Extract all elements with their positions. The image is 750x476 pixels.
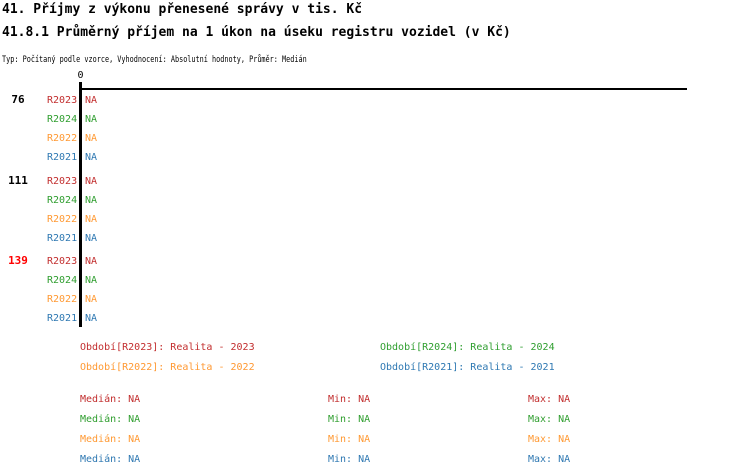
series-label: R2021 <box>47 313 78 324</box>
series-label: R2022 <box>47 214 78 225</box>
stat-max: Max: NA <box>528 434 571 445</box>
series-value: NA <box>85 114 98 125</box>
series-row <box>0 214 200 233</box>
series-row <box>0 152 200 171</box>
group-value-label: 111 <box>8 174 28 187</box>
series-row <box>0 133 200 152</box>
series-label: R2024 <box>47 195 78 206</box>
chart-subtitle-text: Typ: Počítaný podle vzorce, Vyhodnocení: Absolutní hodnoty, Průměr: Medián <box>2 55 307 65</box>
stat-min: Min: NA <box>328 454 371 465</box>
stat-median: Medián: NA <box>80 414 141 425</box>
legend-item-r2024: Období[R2024]: Realita - 2024 <box>380 342 555 353</box>
series-label: R2024 <box>47 275 78 286</box>
stat-min: Min: NA <box>328 394 371 405</box>
series-label: R2021 <box>47 152 78 163</box>
page-title: 41. Příjmy z výkonu přenesené správy v tis. Kč <box>2 2 363 17</box>
series-value: NA <box>85 313 98 324</box>
stat-max: Max: NA <box>528 414 571 425</box>
stats-row-r2021 <box>0 454 750 474</box>
series-row <box>0 233 200 252</box>
series-value: NA <box>85 256 98 267</box>
stats-row-r2022 <box>0 434 750 454</box>
series-label: R2021 <box>47 233 78 244</box>
series-row <box>0 256 200 275</box>
series-row <box>0 176 200 195</box>
series-value: NA <box>85 176 98 187</box>
series-value: NA <box>85 275 98 286</box>
series-row <box>0 195 200 214</box>
series-row <box>0 95 200 114</box>
x-axis-line <box>80 88 687 90</box>
legend-item-r2021: Období[R2021]: Realita - 2021 <box>380 362 555 373</box>
series-row <box>0 294 200 313</box>
stat-median: Medián: NA <box>80 394 141 405</box>
group-value-label: 139 <box>8 254 28 267</box>
series-label: R2024 <box>47 114 78 125</box>
series-label: R2022 <box>47 294 78 305</box>
stats-row-r2024 <box>0 414 750 434</box>
series-row <box>0 313 200 332</box>
stat-max: Max: NA <box>528 394 571 405</box>
axis-origin-label: 0 <box>77 70 84 81</box>
series-value: NA <box>85 214 98 225</box>
stat-max: Max: NA <box>528 454 571 465</box>
series-label: R2023 <box>47 176 78 187</box>
series-label: R2022 <box>47 133 78 144</box>
legend-item-r2022: Období[R2022]: Realita - 2022 <box>80 362 255 373</box>
chart-title: 41.8.1 Průměrný příjem na 1 úkon na úseku registru vozidel (v Kč) <box>2 25 511 40</box>
series-label: R2023 <box>47 95 78 106</box>
series-value: NA <box>85 195 98 206</box>
stat-median: Medián: NA <box>80 454 141 465</box>
series-value: NA <box>85 294 98 305</box>
series-label: R2023 <box>47 256 78 267</box>
series-value: NA <box>85 133 98 144</box>
series-value: NA <box>85 95 98 106</box>
stats-row-r2023 <box>0 394 750 414</box>
series-row <box>0 114 200 133</box>
stat-median: Medián: NA <box>80 434 141 445</box>
legend-item-r2023: Období[R2023]: Realita - 2023 <box>80 342 255 353</box>
series-value: NA <box>85 152 98 163</box>
stat-min: Min: NA <box>328 414 371 425</box>
series-value: NA <box>85 233 98 244</box>
stat-min: Min: NA <box>328 434 371 445</box>
chart-subtitle <box>2 47 403 66</box>
series-row <box>0 275 200 294</box>
group-value-label: 76 <box>11 93 25 106</box>
